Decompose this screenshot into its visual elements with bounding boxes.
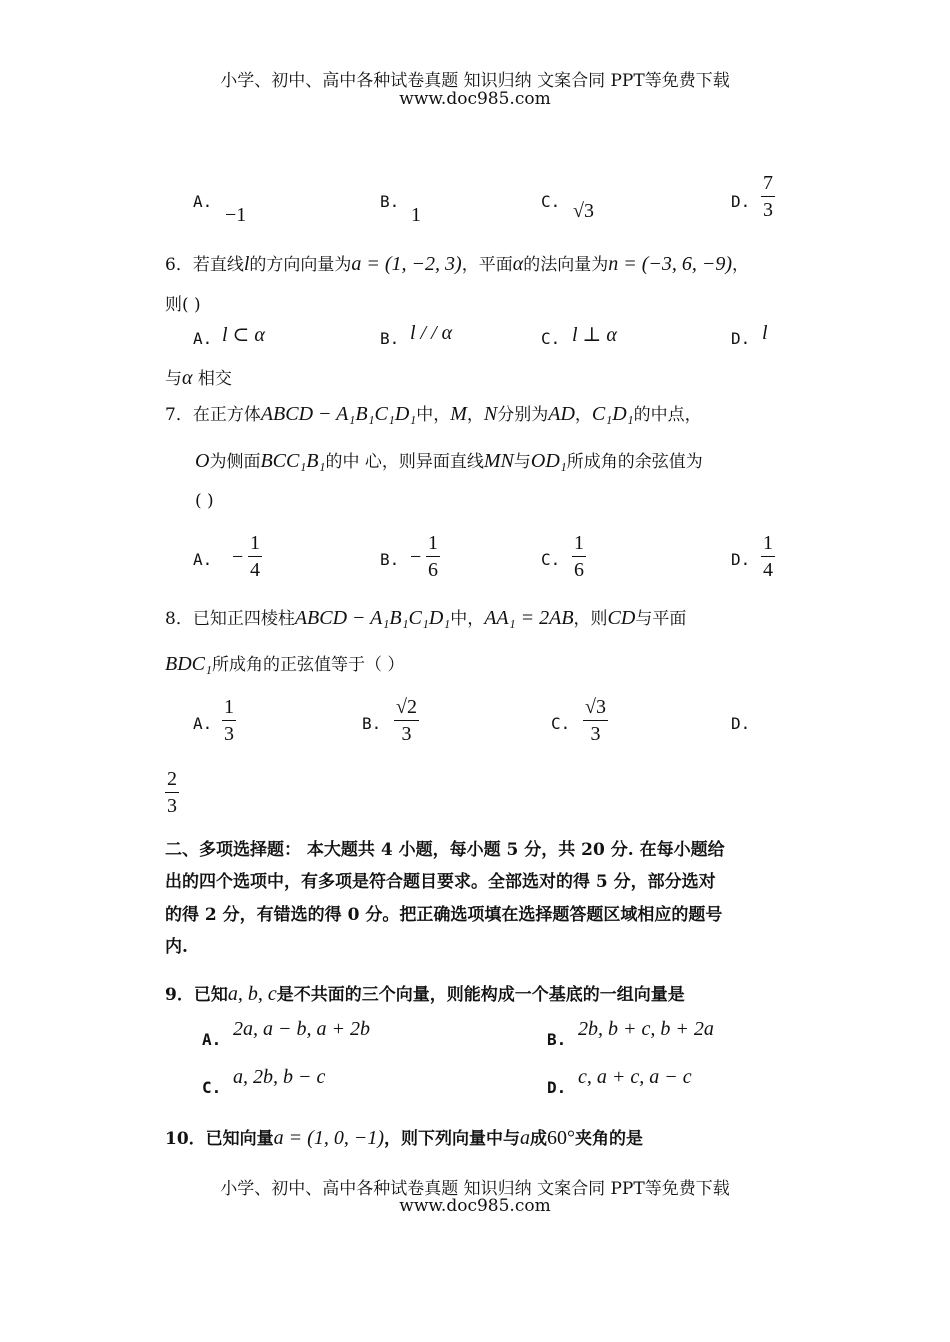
vector-a: a = (1, −2, 3) — [351, 253, 462, 275]
q7-b-sign: − — [410, 546, 422, 568]
q8-option-d-fraction: 2 3 — [167, 768, 177, 817]
q6-option-c-label: C. — [541, 329, 561, 348]
q9-option-b-label: B. — [547, 1030, 567, 1049]
q9-option-c-value: a, 2b, b − c — [233, 1066, 326, 1088]
section2-intro-line3: 的得 2 分，有错选的得 0 分。把正确选项填在选择题答题区域相应的题号 — [165, 905, 723, 925]
q7-option-b-fraction: 1 6 — [428, 532, 438, 581]
q6-stem-line2: 则( ) — [165, 295, 201, 315]
q6-option-d-continued: 与α 相交 — [165, 367, 232, 389]
q8-option-b-fraction: √2 3 — [396, 696, 417, 745]
q10-stem: 10．已知向量a = (1, 0, −1)，则下列向量中与a成60°夹角的是 — [165, 1127, 643, 1149]
q7-option-a-label: A. — [193, 550, 213, 569]
footer-banner: 小学、初中、高中各种试卷真题 知识归纳 文案合同 PPT等免费下载 — [220, 1179, 730, 1199]
header-banner: 小学、初中、高中各种试卷真题 知识归纳 文案合同 PPT等免费下载 — [220, 71, 730, 91]
vector-n: n = (−3, 6, −9) — [608, 253, 733, 275]
fraction-bar — [761, 196, 775, 197]
q5-option-a-value: −1 — [225, 204, 247, 226]
q5-option-d-fraction — [761, 172, 775, 221]
q5-option-a-label: A. — [193, 192, 213, 211]
q7-answer-paren: ( ) — [195, 491, 214, 511]
q8-stem-line1: 8．已知正四棱柱ABCD − A₁B₁C₁D₁中，AA₁ = 2AB，则CD与平面 — [165, 607, 687, 629]
q5-option-c-value: √3 — [573, 200, 594, 222]
q7-option-a-fraction: 1 4 — [250, 532, 260, 581]
q9-option-d-value: c, a + c, a − c — [578, 1066, 692, 1088]
q7-option-c-fraction: 1 6 — [574, 532, 584, 581]
q6-stem-line1: 6．若直线l的方向向量为a = (1, −2, 3)，平面α的法向量为n = (−3, 6, −9)， — [165, 253, 750, 275]
q6-option-a-label: A. — [193, 329, 213, 348]
q9-option-c-label: C. — [202, 1078, 222, 1097]
section2-intro-line4: 内. — [165, 937, 188, 957]
q9-option-a-label: A. — [202, 1030, 222, 1049]
q8-option-c-fraction: √3 3 — [585, 696, 606, 745]
q8-option-b-label: B. — [362, 714, 382, 733]
q8-stem-line2: BDC₁所成角的正弦值等于（ ） — [165, 653, 405, 675]
q9-option-d-label: D. — [547, 1078, 567, 1097]
q5-option-d-label: D. — [731, 192, 751, 211]
q7-a-sign: − — [232, 546, 244, 568]
q6-option-d-label: D. — [731, 329, 751, 348]
line-l: l — [243, 253, 250, 275]
q6-option-b-label: B. — [380, 329, 400, 348]
q5-option-b-value: 1 — [411, 204, 421, 226]
q6-option-b-value: l / / α — [410, 322, 453, 344]
q7-stem-line1: 7．在正方体ABCD − A₁B₁C₁D₁中，M，N分别为AD，C₁D₁的中点， — [165, 403, 702, 425]
q6-option-c-value: l ⊥ α — [572, 324, 617, 346]
header-url: www.doc985.com — [399, 89, 551, 109]
q7-stem-line2: O为侧面BCC₁B₁的中 心，则异面直线MN与OD₁所成角的余弦值为 — [195, 450, 703, 472]
q6-option-d-value: l — [762, 322, 768, 344]
q7-option-c-label: C. — [541, 550, 561, 569]
q9-stem: 9．已知a, b, c是不共面的三个向量，则能构成一个基底的一组向量是 — [165, 983, 685, 1005]
q7-option-d-fraction: 1 4 — [763, 532, 773, 581]
q5-d-numerator: 7 — [763, 172, 773, 194]
section2-intro-line2: 出的四个选项中，有多项是符合题目要求。全部选对的得 5 分，部分选对 — [165, 872, 716, 892]
q5-d-denominator: 3 — [763, 199, 773, 221]
q9-option-a-value: 2a, a − b, a + 2b — [233, 1018, 370, 1040]
q8-option-a-fraction: 1 3 — [224, 696, 234, 745]
q7-option-b-label: B. — [380, 550, 400, 569]
footer-url: www.doc985.com — [399, 1196, 551, 1216]
plane-alpha: α — [512, 253, 524, 275]
section2-intro-line1: 二、多项选择题： 本大题共 4 小题，每小题 5 分，共 20 分. 在每小题给 — [165, 840, 725, 860]
q7-option-d-label: D. — [731, 550, 751, 569]
q8-option-c-label: C. — [551, 714, 571, 733]
q8-option-d-label: D. — [731, 714, 751, 733]
q8-option-a-label: A. — [193, 714, 213, 733]
q6-option-a-value: l ⊂ α — [222, 324, 265, 346]
q5-option-b-label: B. — [380, 192, 400, 211]
q9-option-b-value: 2b, b + c, b + 2a — [578, 1018, 714, 1040]
q5-option-c-label: C. — [541, 192, 561, 211]
